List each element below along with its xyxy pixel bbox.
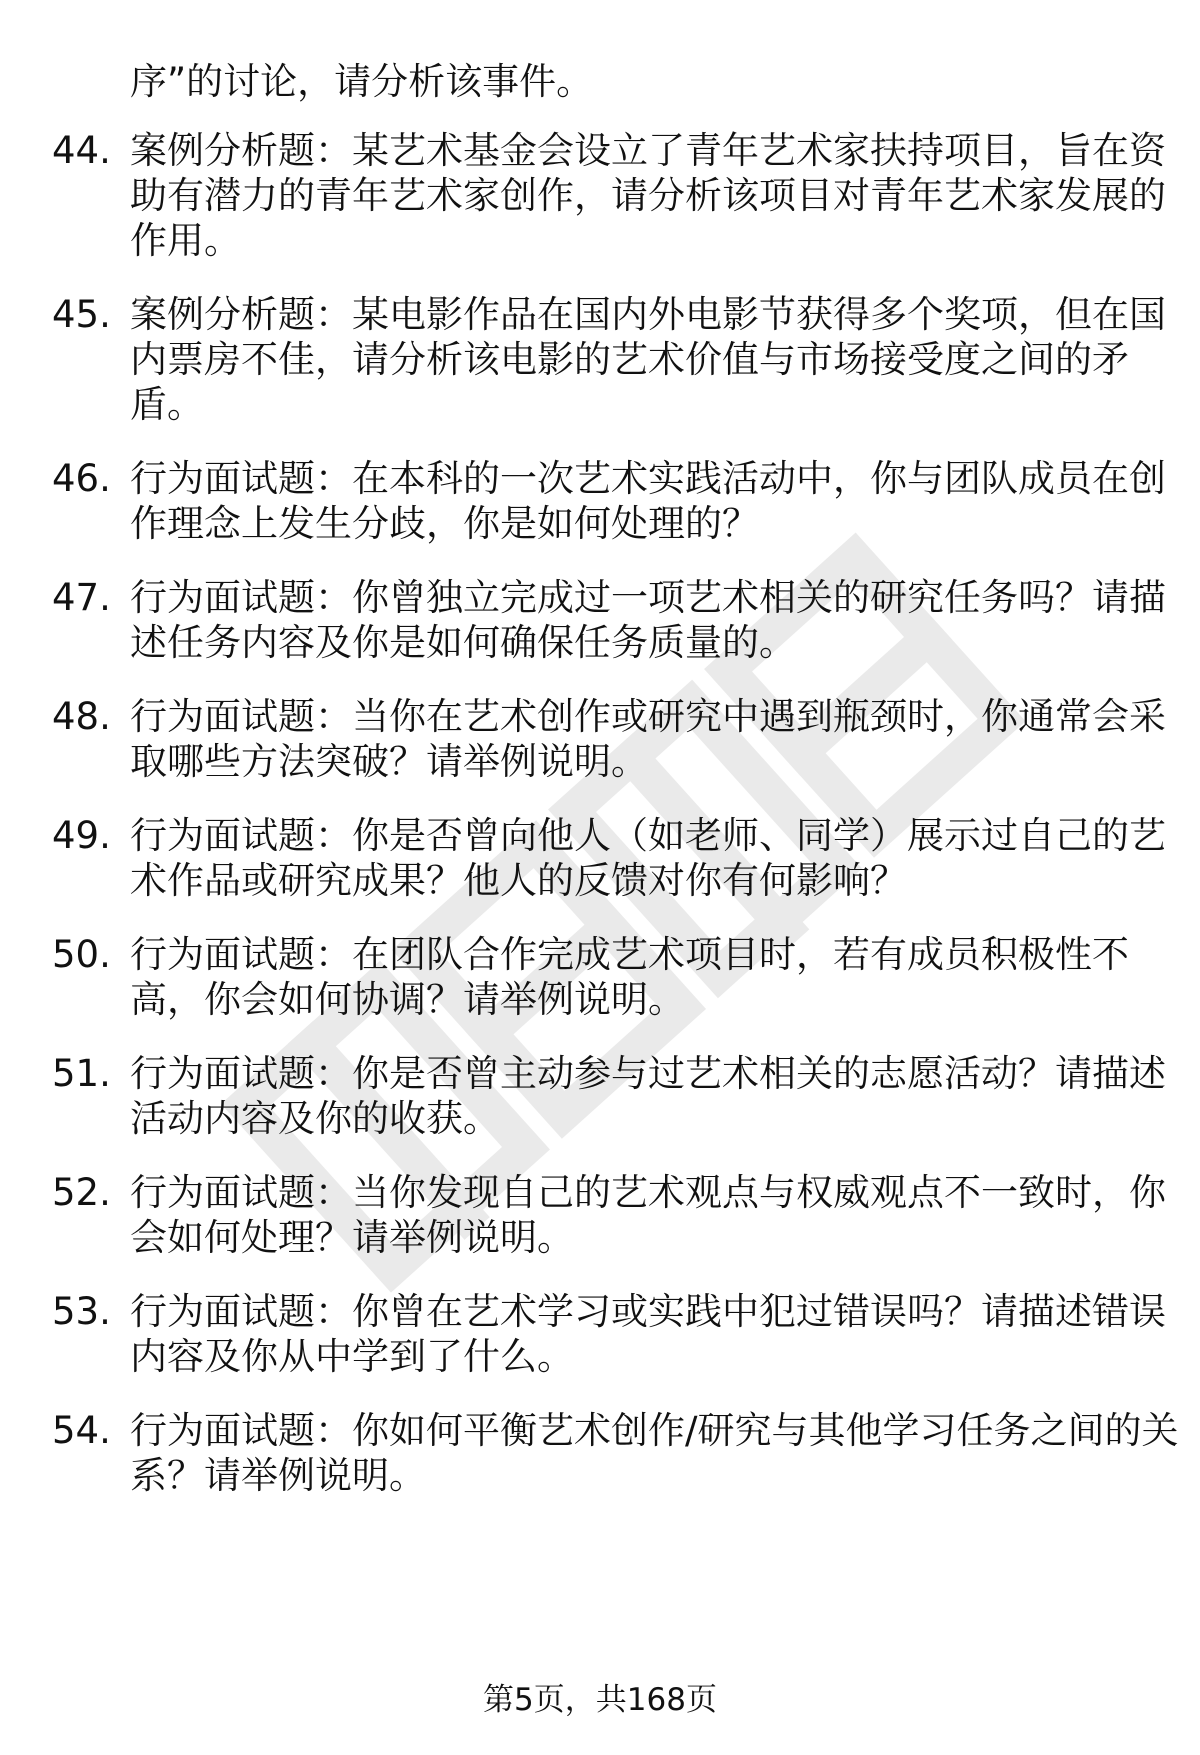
question-number: 47. — [52, 576, 111, 619]
question-text-line: 系？请举例说明。 — [130, 1454, 426, 1497]
question-number: 48. — [52, 695, 111, 738]
question-text-line: 案例分析题：某电影作品在国内外电影节获得多个奖项，但在国 — [130, 293, 1166, 336]
question-number: 45. — [52, 293, 111, 336]
question-text-line: 行为面试题：你如何平衡艺术创作/研究与其他学习任务之间的关 — [130, 1409, 1179, 1452]
question-text-line: 行为面试题：当你在艺术创作或研究中遇到瓶颈时，你通常会采 — [130, 695, 1166, 738]
question-number: 51. — [52, 1052, 111, 1095]
question-text-line: 内票房不佳，请分析该电影的艺术价值与市场接受度之间的矛 — [130, 338, 1129, 381]
question-text-line: 会如何处理？请举例说明。 — [130, 1216, 574, 1259]
question-text-line: 盾。 — [130, 383, 204, 426]
question-text-line: 行为面试题：你曾在艺术学习或实践中犯过错误吗？请描述错误 — [130, 1290, 1166, 1333]
question-text-line: 行为面试题：在本科的一次艺术实践活动中，你与团队成员在创 — [130, 457, 1166, 500]
question-text-line: 行为面试题：你是否曾向他人（如老师、同学）展示过自己的艺 — [130, 814, 1166, 857]
question-number: 44. — [52, 129, 111, 172]
question-text-line: 行为面试题：你曾独立完成过一项艺术相关的研究任务吗？请描 — [130, 576, 1166, 619]
question-text-line: 活动内容及你的收获。 — [130, 1097, 500, 1140]
question-text-line: 高，你会如何协调？请举例说明。 — [130, 978, 685, 1021]
question-text-line: 述任务内容及你是如何确保任务质量的。 — [130, 621, 796, 664]
question-text-line: 案例分析题：某艺术基金会设立了青年艺术家扶持项目，旨在资 — [130, 129, 1166, 172]
question-number: 53. — [52, 1290, 111, 1333]
question-number: 49. — [52, 814, 111, 857]
question-number: 46. — [52, 457, 111, 500]
intro-line: 序”的讨论，请分析该事件。 — [130, 60, 594, 103]
question-text-line: 行为面试题：当你发现自己的艺术观点与权威观点不一致时，你 — [130, 1171, 1166, 1214]
question-number: 52. — [52, 1171, 111, 1214]
question-text-line: 行为面试题：你是否曾主动参与过艺术相关的志愿活动？请描述 — [130, 1052, 1166, 1095]
question-text-line: 行为面试题：在团队合作完成艺术项目时，若有成员积极性不 — [130, 933, 1129, 976]
question-text-line: 作理念上发生分歧，你是如何处理的？ — [130, 502, 759, 545]
question-text-line: 内容及你从中学到了什么。 — [130, 1335, 574, 1378]
question-text-line: 取哪些方法突破？请举例说明。 — [130, 740, 648, 783]
question-text-line: 术作品或研究成果？他人的反馈对你有何影响？ — [130, 859, 907, 902]
question-text-line: 作用。 — [130, 219, 241, 262]
page-footer: 第5页，共168页 — [483, 1682, 717, 1718]
question-text-line: 助有潜力的青年艺术家创作，请分析该项目对青年艺术家发展的 — [130, 174, 1166, 217]
question-number: 50. — [52, 933, 111, 976]
question-number: 54. — [52, 1409, 111, 1452]
